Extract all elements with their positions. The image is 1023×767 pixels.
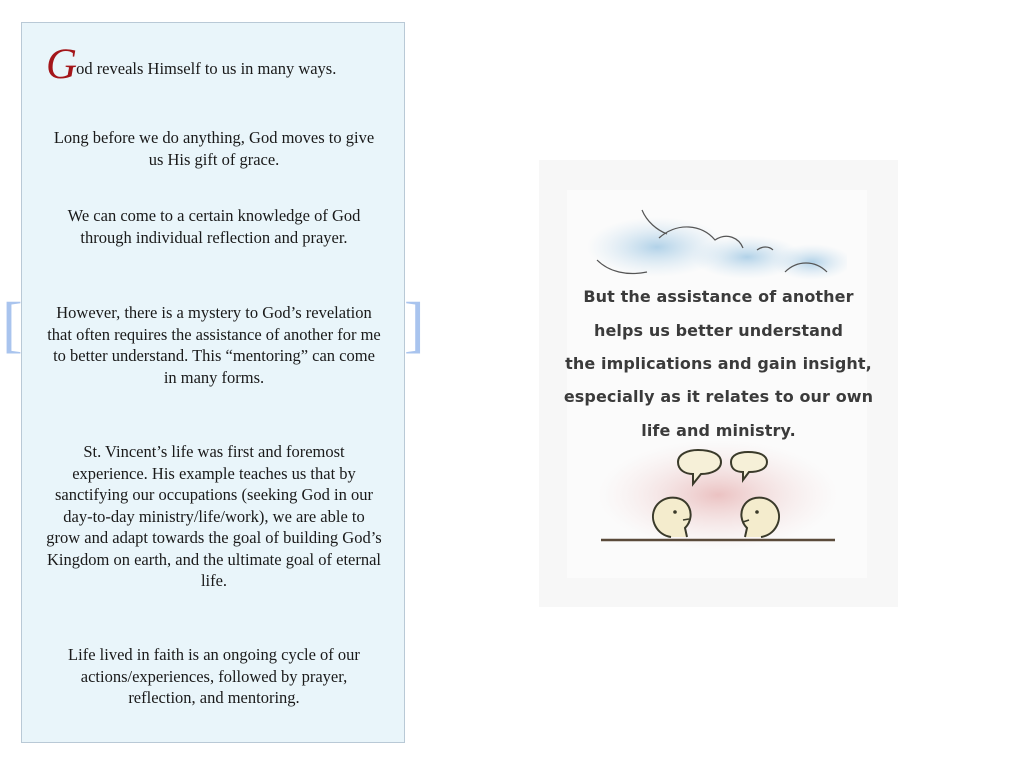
figure-line-4: especially as it relates to our own [563,387,874,406]
paragraph-mystery: However, there is a mystery to God’s revelation that often requires the assistance of another for me to better understand. This “mentoring” can come in many forms. [47,303,381,387]
two-people-talking-icon [593,440,843,555]
paragraph-knowledge: We can come to a certain knowledge of God through individual reflection and prayer. [67,206,361,247]
paragraph-grace: Long before we do anything, God moves to give us His gift of grace. [53,128,375,169]
left-bracket: [ [2,291,23,359]
right-bracket: ] [404,291,425,359]
paragraph-faith-cycle: Life lived in faith is an ongoing cycle of our actions/experiences, followed by prayer, reflection, and mentoring. [68,645,360,707]
dropcap-letter: G [46,41,78,88]
figure-line-1: But the assistance of another [583,287,854,306]
figure-line-3: the implications and gain insight, [565,354,872,373]
intro-line [46,41,392,88]
text-panel [21,22,405,743]
clouds-icon [587,202,847,297]
mentoring-illustration [539,160,898,607]
figure-line-5: life and ministry. [641,421,796,440]
paragraph-st-vincent: St. Vincent’s life was first and foremost experience. His example teaches us that by sanctifying our occupations (seeking God in our day-to-day ministry/life/work), we are able to grow and adapt towards the goal of building God’s Kingdom on earth, and the ultimate goal of eternal life. [46,442,382,590]
figure-line-2: helps us better understand [593,321,844,340]
intro-text: od reveals Himself to us in many ways. [76,59,337,78]
